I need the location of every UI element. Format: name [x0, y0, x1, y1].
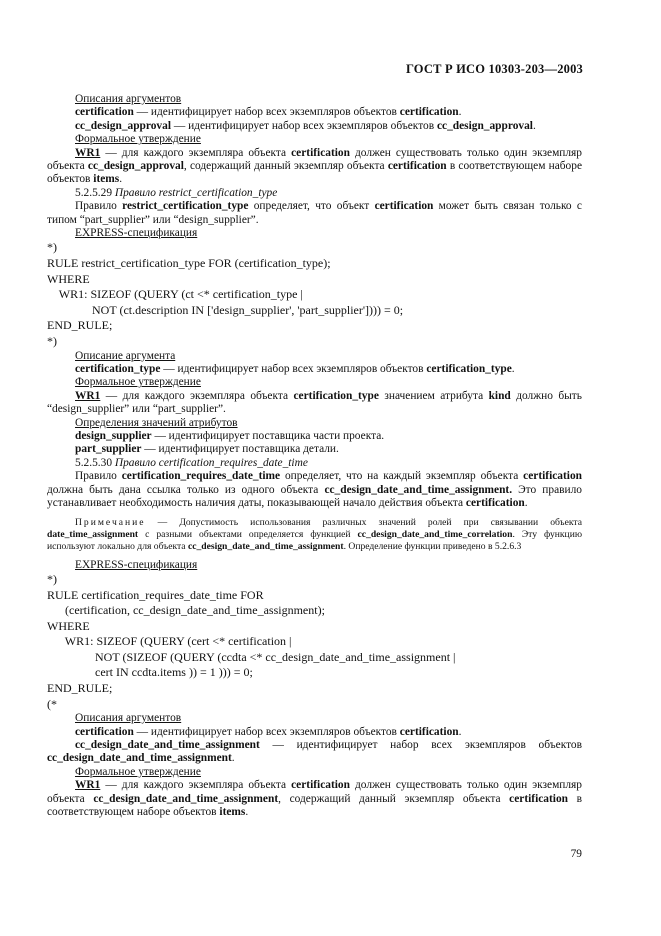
page-content	[47, 93, 582, 820]
rule-description	[47, 470, 582, 510]
argument-text: — идентифицирует набор всех экземпляров объектов	[160, 363, 427, 376]
argument-ref: certification	[399, 106, 459, 119]
rule-text: определяет, что на каждый экземпляр объекта	[280, 470, 524, 483]
argument-definition	[47, 106, 582, 119]
argument-term: cc_design_approval	[75, 119, 171, 132]
note-text: — Допустимость использования различных значений ролей при связывании объекта	[145, 516, 582, 528]
note-term: date_time_assignment	[47, 528, 139, 540]
argument-term: cc_design_date_and_time_assignment	[75, 739, 260, 752]
argument-definition	[47, 726, 582, 739]
argument-term: certification_type	[75, 363, 161, 376]
rule-text: Правило	[75, 470, 122, 483]
attribute-definition	[47, 443, 582, 456]
punct: .	[532, 119, 536, 132]
punct: .	[524, 497, 528, 510]
rule-text: должна быть дана ссылка только из одного объекта	[47, 483, 325, 496]
rule-text: — для каждого экземпляра объекта	[100, 779, 292, 792]
rule-text: , содержащий данный экземпляр объекта	[183, 160, 388, 173]
attribute-text: — идентифицирует поставщика части проекта.	[151, 430, 385, 443]
express-code: *) RULE restrict_certification_type FOR (certification_type); WHERE WR1: SIZEOF (QUERY (ct <* certification_type | NOT (ct.description IN ['design_supplier', 'part_supplier']))) = 0; END_RULE; *)	[47, 240, 404, 349]
express-heading: EXPRESS-спецификация	[75, 558, 198, 571]
rule-term: certification	[291, 146, 350, 159]
argument-term: certification	[75, 725, 134, 738]
wr-label: WR1	[75, 779, 101, 792]
where-rule-text	[47, 147, 582, 187]
note-label: Примечание	[75, 516, 146, 528]
argument-text: — идентифицирует набор всех экземпляров объектов	[133, 106, 400, 119]
argument-text: — идентифицирует набор всех экземпляров объектов	[171, 119, 437, 132]
arguments-heading: Описания аргументов	[75, 712, 182, 725]
section-title: Правило certification_requires_date_time	[114, 456, 308, 469]
rule-term: certification	[509, 792, 568, 805]
formal-statement-heading: Формальное утверждение	[75, 376, 201, 389]
rule-term: cc_design_date_and_time_assignment	[93, 792, 279, 805]
wr-label: WR1	[75, 389, 101, 402]
argument-definition	[47, 120, 582, 133]
attribute-definition	[47, 430, 582, 443]
rule-text: должен существовать только один экземпляр объекта	[47, 779, 582, 805]
note-term: cc_design_date_and_time_assignment	[187, 540, 344, 552]
argument-heading: Описание аргумента	[75, 349, 176, 362]
rule-description	[47, 200, 582, 227]
punct: .	[245, 806, 249, 819]
rule-term: certification	[465, 497, 525, 510]
rule-text: значением атрибута	[378, 389, 489, 402]
argument-text: — идентифицирует набор всех экземпляров объектов	[259, 739, 582, 752]
rule-term: items	[219, 806, 246, 819]
rule-text: должно быть “design_supplier” или “part_supplier”.	[47, 389, 582, 416]
punct: .	[458, 725, 462, 738]
rule-term: certification	[291, 779, 350, 792]
rule-term: cc_design_approval	[87, 160, 184, 173]
attribute-term: part_supplier	[75, 443, 142, 456]
argument-ref: certification_type	[426, 363, 512, 376]
punct: .	[231, 752, 235, 765]
rule-term: certification_type	[293, 389, 379, 402]
express-heading: EXPRESS-спецификация	[75, 227, 198, 240]
rule-text: — для каждого экземпляра объекта	[100, 146, 292, 159]
rule-text: Это правило устанавливает необходимость наличия даты, показывающей начало действия объекта	[47, 483, 582, 510]
rule-term: restrict_certification_type	[122, 200, 249, 213]
punct: .	[511, 363, 515, 376]
where-rule-text	[47, 779, 582, 819]
note-text: . Эту функцию используют локально для объекта	[47, 528, 582, 552]
attribute-text: — идентифицирует поставщика детали.	[141, 443, 339, 456]
attribute-term: design_supplier	[75, 430, 152, 443]
section-title: Правило restrict_certification_type	[114, 186, 278, 199]
formal-statement-heading: Формальное утверждение	[75, 765, 201, 778]
note-text: с разными объектами определяется функцией	[138, 528, 358, 540]
arguments-heading: Описания аргументов	[75, 93, 182, 105]
rule-term: certification	[387, 160, 447, 173]
section-heading	[47, 457, 582, 470]
note	[47, 517, 582, 553]
rule-term: certification_requires_date_time	[121, 470, 281, 483]
rule-text: должен существовать только один экземпляр объекта	[47, 146, 582, 173]
rule-term: items	[93, 173, 120, 186]
section-number: 5.2.5.30	[75, 456, 115, 469]
argument-definition	[47, 363, 582, 376]
punct: .	[458, 106, 462, 119]
rule-term: kind	[488, 389, 511, 402]
argument-ref: cc_design_approval	[436, 119, 533, 132]
wr-label: WR1	[75, 146, 101, 159]
rule-text: определяет, что объект	[248, 200, 375, 213]
express-code: *) RULE certification_requires_date_time FOR (certification, cc_design_date_and_time_assignment); WHERE WR1: SIZEOF (QUERY (cert <* certification | NOT (SIZEOF (QUERY (ccdta <* cc_design_date_and_time_assignment | cert IN ccdta.items )) = 1 ))) = 0; END_RULE; (*	[47, 571, 456, 711]
rule-text: — для каждого экземпляра объекта	[100, 389, 294, 402]
note-text: . Определение функции приведено в 5.2.6.3	[343, 540, 522, 552]
rule-term: certification	[523, 470, 582, 483]
rule-term: certification	[374, 200, 434, 213]
rule-text: в соответствующем наборе объектов	[47, 160, 582, 186]
argument-ref: cc_design_date_and_time_assignment	[47, 752, 232, 765]
section-heading	[47, 187, 582, 200]
argument-definition	[47, 739, 582, 766]
rule-text: в соответствующем наборе объектов	[47, 792, 582, 819]
rule-term: cc_design_date_and_time_assignment.	[324, 483, 513, 496]
page-number: 79	[570, 848, 582, 860]
standard-header: ГОСТ Р ИСО 10303-203—2003	[405, 62, 583, 76]
note-term: cc_design_date_and_time_correlation	[357, 528, 513, 540]
section-number: 5.2.5.29	[75, 186, 115, 199]
rule-text: может быть связан только с типом “part_supplier” или “design_supplier”.	[47, 200, 582, 226]
argument-term: certification	[75, 106, 134, 119]
argument-text: — идентифицирует набор всех экземпляров объектов	[133, 725, 400, 738]
argument-ref: certification	[399, 725, 459, 738]
rule-text: , содержащий данный экземпляр объекта	[278, 792, 510, 805]
rule-text: Правило	[75, 200, 123, 213]
punct: .	[119, 173, 123, 186]
attribute-definitions-heading: Определения значений атрибутов	[75, 416, 238, 429]
formal-statement-heading: Формальное утверждение	[75, 133, 201, 146]
where-rule-text	[47, 390, 582, 417]
